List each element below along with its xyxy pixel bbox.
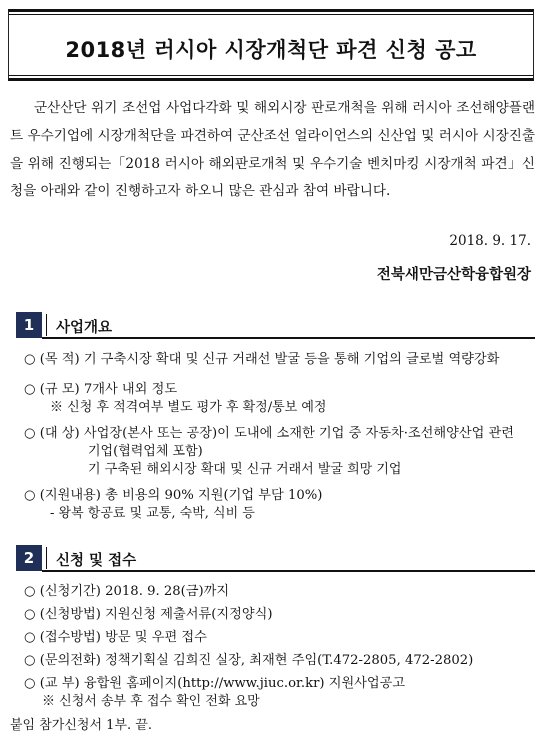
announcement-date: 2018. 9. 17. [449,233,531,249]
section-header-overview [16,312,535,338]
title-box [8,9,534,81]
page-title: 2018년 러시아 시장개척단 파견 신청 공고 [65,38,477,62]
item-target-cont: 기업(협력업체 포함) [88,444,203,459]
note-confirm: ※ 신청서 송부 후 접수 확인 전화 요망 [42,694,260,709]
item-contact: ○ (문의전화) 정책기획실 김희진 실장, 최재현 주임(T.472-2805, 472-2802) [24,653,474,668]
item-target: ○ (대 상) 사업장(본사 또는 공장)이 도내에 소재한 기업 중 자동차·조선해양산업 관련 [24,426,515,441]
item-target-cont2: 기 구축된 해외시장 확대 및 신규 거래서 발굴 희망 기업 [88,462,402,477]
item-receipt: ○ (접수방법) 방문 및 우편 접수 [24,630,207,645]
intro-paragraph: 군산산단 위기 조선업 사업다각화 및 해외시장 판로개척을 위해 러시아 조선해양플랜트 우수기업에 시장개척단을 파견하여 군산조선 얼라이언스의 신산업 및 러시아 시장진출을 위해 진행되는「2018 러시아 해외판로개척 및 우수기술 벤치마킹 시장개척 파견」신청을 아래와 같이 진행하고자 하오니 많은 관심과 참여 바랍니다. [10,100,535,200]
note-scale: ※ 신청 후 적격여부 별도 평가 후 확정/통보 예정 [50,400,327,415]
section-number: 1 [16,312,42,338]
item-support-detail: - 왕복 항공료 및 교통, 숙박, 식비 등 [50,506,255,521]
section-label: 사업개요 [56,320,113,336]
item-period: ○ (신청기간) 2018. 9. 28(금)까지 [24,584,230,599]
issuer-name: 전북새만금산학융합원장 [376,267,531,283]
item-distribution: ○ (교 부) 융합원 홈페이지(http://www.jiuc.or.kr) 지원사업공고 [24,676,406,691]
section-header-application [16,545,535,571]
attachment-note: 붙임 참가신청서 1부. 끝. [10,718,152,733]
section-number: 2 [16,545,42,571]
item-scale: ○ (규 모) 7개사 내외 정도 [24,382,178,397]
item-purpose: ○ (목 적) 기 구축시장 확대 및 신규 거래선 발굴 등을 통해 기업의 글로벌 역량강화 [24,352,500,367]
item-support: ○ (지원내용) 총 비용의 90% 지원(기업 부담 10%) [24,488,323,503]
item-method: ○ (신청방법) 지원신청 제출서류(지정양식) [24,607,273,622]
section-label: 신청 및 접수 [56,553,137,569]
